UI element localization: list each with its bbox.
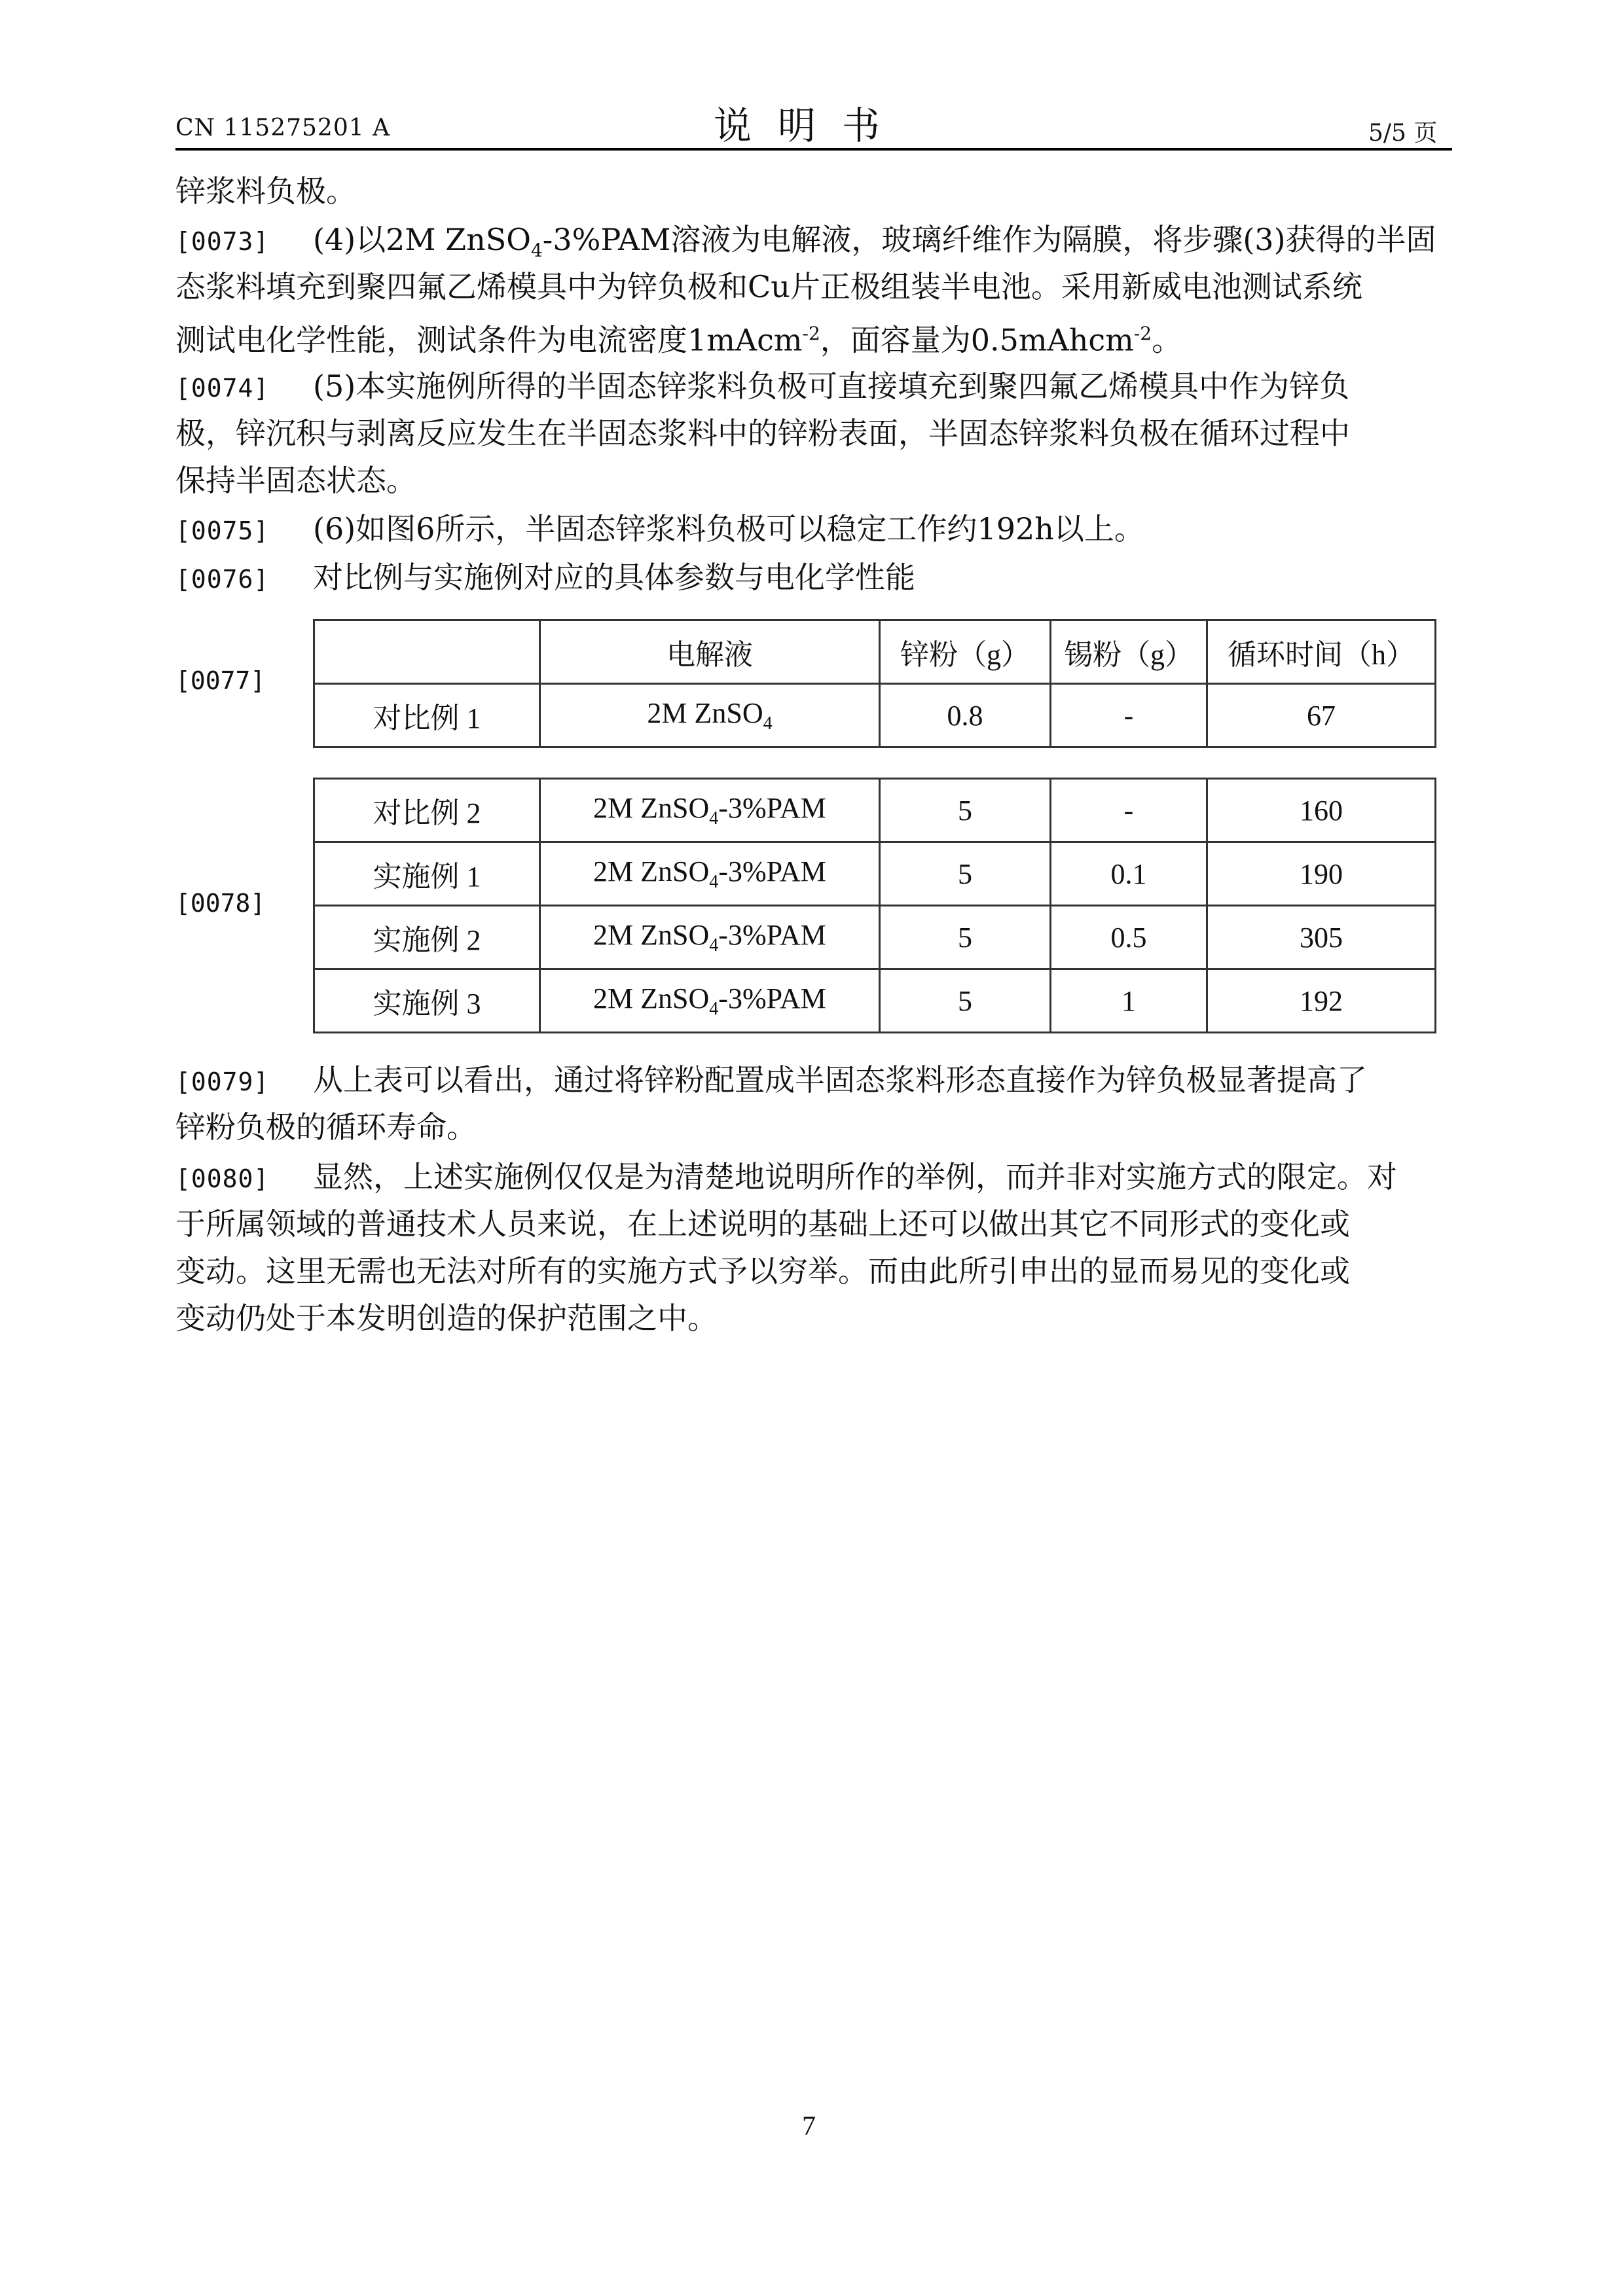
- subscript: 4: [709, 871, 719, 892]
- table-cell: 67: [1207, 684, 1436, 747]
- table-cell: -: [1051, 779, 1207, 842]
- header-rule: [175, 148, 1452, 151]
- text-segment: ，面容量为0.5mAhcm: [820, 322, 1134, 358]
- table-cell: 实施例 2: [314, 906, 540, 969]
- text-segment: 2M ZnSO: [593, 855, 710, 888]
- text-segment: -3%PAM溶液为电解液，玻璃纤维作为隔膜，将步骤(3)获得的半固: [542, 222, 1436, 257]
- table-cell: 1: [1051, 969, 1207, 1033]
- table-cell: 5: [880, 969, 1051, 1033]
- paragraph-0073-line3: [175, 314, 1182, 359]
- page-number: 7: [802, 2111, 816, 2142]
- table-header-row: [314, 620, 1436, 684]
- paragraph-0080-line4: 变动仍处于本发明创造的保护范围之中。: [175, 1300, 718, 1336]
- comparison-table-1: [313, 619, 1436, 748]
- paragraph-text: 从上表可以看出，通过将锌粉配置成半固态浆料形态直接作为锌负极显著提高了: [313, 1062, 1367, 1098]
- paragraph-number: [0078]: [175, 889, 266, 918]
- table-header-cell: 锡粉（g）: [1051, 620, 1207, 684]
- table-cell: 192: [1207, 969, 1436, 1033]
- paragraph-0080-line2: 于所属领域的普通技术人员来说，在上述说明的基础上还可以做出其它不同形式的变化或: [175, 1206, 1350, 1242]
- table-cell: 5: [880, 842, 1051, 906]
- table-cell: 实施例 3: [314, 969, 540, 1033]
- paragraph-0074-line1: [175, 367, 1350, 408]
- paragraph-text: 对比例与实施例对应的具体参数与电化学性能: [313, 560, 915, 595]
- table-header-cell: [314, 620, 540, 684]
- superscript: -2: [802, 323, 820, 344]
- text-segment: 2M ZnSO: [647, 697, 763, 730]
- table-header-cell: 电解液: [540, 620, 880, 684]
- subscript: 4: [709, 808, 719, 829]
- text-segment: -3%PAM: [718, 855, 826, 888]
- paragraph-0074-line2: 极，锌沉积与剥离反应发生在半固态浆料中的锌粉表面，半固态锌浆料负极在循环过程中: [175, 416, 1350, 451]
- paragraph-0073-line2: 态浆料填充到聚四氟乙烯模具中为锌负极和Cu片正极组装半电池。采用新威电池测试系统: [175, 269, 1362, 304]
- paragraph-number: [0079]: [175, 1067, 270, 1096]
- publication-number: CN 115275201 A: [175, 115, 391, 141]
- paragraph-0075: [175, 509, 1144, 550]
- paragraph-text: (6)如图6所示，半固态锌浆料负极可以稳定工作约192h以上。: [313, 511, 1144, 547]
- paragraph-text: 显然，上述实施例仅仅是为清楚地说明所作的举例，而并非对实施方式的限定。对: [313, 1159, 1397, 1194]
- paragraph-0080-line3: 变动。这里无需也无法对所有的实施方式予以穷举。而由此所引申出的显而易见的变化或: [175, 1253, 1350, 1289]
- paragraph-number: [0073]: [175, 227, 270, 256]
- table-cell: 305: [1207, 906, 1436, 969]
- table-cell: 0.1: [1051, 842, 1207, 906]
- paragraph-0079-line2: 锌粉负极的循环寿命。: [175, 1109, 477, 1145]
- table-cell: 160: [1207, 779, 1436, 842]
- superscript: -2: [1133, 323, 1152, 344]
- paragraph-number: [0080]: [175, 1164, 270, 1193]
- text-segment: 2M ZnSO: [593, 792, 710, 825]
- table-cell: [540, 969, 880, 1033]
- paragraph-number: [0076]: [175, 565, 270, 594]
- table-row: [314, 779, 1436, 842]
- paragraph-text: (5)本实施例所得的半固态锌浆料负极可直接填充到聚四氟乙烯模具中作为锌负: [313, 368, 1350, 404]
- table-cell: 190: [1207, 842, 1436, 906]
- paragraph-number: [0074]: [175, 374, 270, 403]
- table-cell: -: [1051, 684, 1207, 747]
- table-cell: [540, 684, 880, 747]
- page-count: 5/5 页: [1368, 120, 1438, 147]
- table-row: [314, 969, 1436, 1033]
- paragraph-0080-line1: [175, 1157, 1397, 1198]
- table-cell: 5: [880, 779, 1051, 842]
- table-cell: [540, 842, 880, 906]
- comparison-table-2: [313, 778, 1436, 1033]
- text-segment: 。: [1152, 322, 1182, 358]
- table-row: [314, 842, 1436, 906]
- paragraph-text: [313, 220, 1436, 270]
- table-row: [314, 684, 1436, 747]
- table-cell: 对比例 1: [314, 684, 540, 747]
- paragraph-0079-line1: [175, 1060, 1367, 1102]
- paragraph-number: [0075]: [175, 516, 270, 545]
- text-segment: (4)以2M ZnSO: [313, 222, 531, 257]
- subscript: 4: [763, 713, 773, 734]
- table-cell: 0.5: [1051, 906, 1207, 969]
- table-cell: [540, 779, 880, 842]
- paragraph-number: [0077]: [175, 666, 266, 695]
- text-segment: -3%PAM: [718, 982, 826, 1015]
- table-cell: 5: [880, 906, 1051, 969]
- subscript: 4: [530, 240, 543, 262]
- text-segment: 2M ZnSO: [593, 982, 710, 1015]
- text-segment: 测试电化学性能，测试条件为电流密度1mAcm: [175, 322, 803, 358]
- table-header-cell: 锌粉（g）: [880, 620, 1051, 684]
- table-cell: [540, 906, 880, 969]
- subscript: 4: [709, 998, 719, 1019]
- text-line: 锌浆料负极。: [175, 173, 356, 209]
- paragraph-0074-line3: 保持半固态状态。: [175, 463, 416, 498]
- paragraph-0076: [175, 558, 915, 599]
- table-cell: 实施例 1: [314, 842, 540, 906]
- table-cell: 对比例 2: [314, 779, 540, 842]
- table-row: [314, 906, 1436, 969]
- subscript: 4: [709, 935, 719, 956]
- text-segment: -3%PAM: [718, 792, 826, 825]
- text-segment: -3%PAM: [718, 919, 826, 952]
- document-title: 说明书: [714, 103, 907, 148]
- text-segment: 2M ZnSO: [593, 919, 710, 952]
- table-cell: 0.8: [880, 684, 1051, 747]
- paragraph-0073-line1: [175, 220, 1436, 262]
- table-header-cell: 循环时间（h）: [1207, 620, 1436, 684]
